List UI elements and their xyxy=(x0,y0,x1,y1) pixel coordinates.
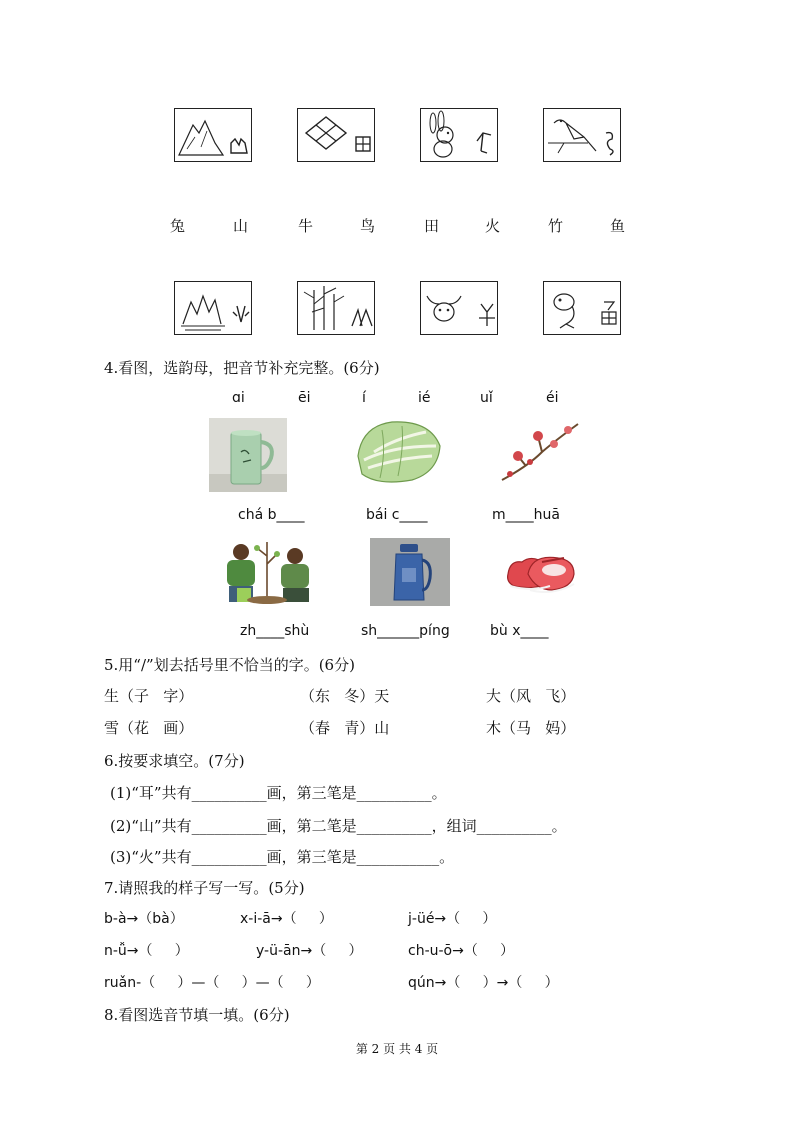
q6-line: (2)“山”共有__________画，第二笔是__________，组词__________。 xyxy=(110,817,567,835)
mountain-icon xyxy=(175,109,251,161)
q5-item: 雪（花 画） xyxy=(104,719,194,737)
planting-trees-image xyxy=(213,536,321,608)
vowel-option: éi xyxy=(546,390,559,406)
syllable-blank: chá b____ xyxy=(238,507,305,523)
syllable-blank: bù x____ xyxy=(490,623,549,639)
pictograph-bird xyxy=(543,108,621,162)
field-icon xyxy=(298,109,374,161)
character: 火 xyxy=(485,217,501,235)
q5-item: （东 冬）天 xyxy=(300,687,390,705)
q7-item: j-üé→（ ） xyxy=(408,911,497,927)
syllable-blank: m____huā xyxy=(492,507,560,523)
q7-item: ch-u-ō→（ ） xyxy=(408,943,515,959)
plum-blossom-image xyxy=(498,418,582,488)
pictograph-bamboo xyxy=(297,281,375,335)
question-8-title: 8.看图选音节填一填。(6分) xyxy=(104,1006,290,1024)
syllable-blank: zh____shù xyxy=(240,623,310,639)
q7-item: n-ǚ→（ ） xyxy=(104,943,189,959)
bamboo-icon xyxy=(298,282,374,334)
q7-item: qún→（ ）→（ ） xyxy=(408,975,559,991)
q7-item: y-ü-ān→（ ） xyxy=(256,943,363,959)
rabbit-icon xyxy=(421,109,497,161)
page-footer: 第 2 页 共 4 页 xyxy=(355,1042,439,1056)
syllable-blank: sh______píng xyxy=(361,623,450,639)
q5-item: 生（子 字） xyxy=(104,687,194,705)
fish-icon xyxy=(544,282,620,334)
ox-icon xyxy=(421,282,497,334)
question-5-title: 5.用“/”划去括号里不恰当的字。(6分) xyxy=(104,656,355,674)
bird-icon xyxy=(544,109,620,161)
question-7-title: 7.请照我的样子写一写。(5分) xyxy=(104,879,305,897)
pictograph-fire xyxy=(174,281,252,335)
q7-item: b-à→（bà） xyxy=(104,911,184,927)
cup-image xyxy=(209,418,287,492)
character: 竹 xyxy=(548,217,564,235)
q6-line: (3)“火”共有__________画，第三笔是___________。 xyxy=(110,848,455,866)
character: 牛 xyxy=(298,217,314,235)
pictograph-field xyxy=(297,108,375,162)
pictograph-rabbit xyxy=(420,108,498,162)
q6-line: (1)“耳”共有__________画，第三笔是__________。 xyxy=(110,784,447,802)
vowel-option: uǐ xyxy=(480,390,493,406)
syllable-blank: bái c____ xyxy=(366,507,428,523)
q5-item: 木（马 妈） xyxy=(486,719,576,737)
character: 山 xyxy=(233,217,249,235)
vowel-option: í xyxy=(362,390,366,406)
character: 鱼 xyxy=(610,217,626,235)
q5-item: （春 青）山 xyxy=(300,719,390,737)
question-4-title: 4.看图，选韵母，把音节补充完整。(6分) xyxy=(104,359,380,377)
red-shoes-image xyxy=(502,540,580,602)
character: 兔 xyxy=(170,217,186,235)
pictograph-fish xyxy=(543,281,621,335)
vowel-option: ēi xyxy=(298,390,311,406)
question-6-title: 6.按要求填空。(7分) xyxy=(104,752,245,770)
q7-item: x-i-ā→（ ） xyxy=(240,911,333,927)
character: 鸟 xyxy=(360,217,376,235)
cabbage-image xyxy=(352,416,444,486)
vowel-option: ié xyxy=(418,390,431,406)
pictograph-ox xyxy=(420,281,498,335)
q7-item: ruǎn-（ ）—（ ）—（ ） xyxy=(104,975,320,991)
fire-icon xyxy=(175,282,251,334)
q5-item: 大（风 飞） xyxy=(486,687,576,705)
vowel-option: ɑi xyxy=(232,390,245,406)
pictograph-mountain xyxy=(174,108,252,162)
thermos-image xyxy=(370,538,450,606)
character: 田 xyxy=(424,217,440,235)
